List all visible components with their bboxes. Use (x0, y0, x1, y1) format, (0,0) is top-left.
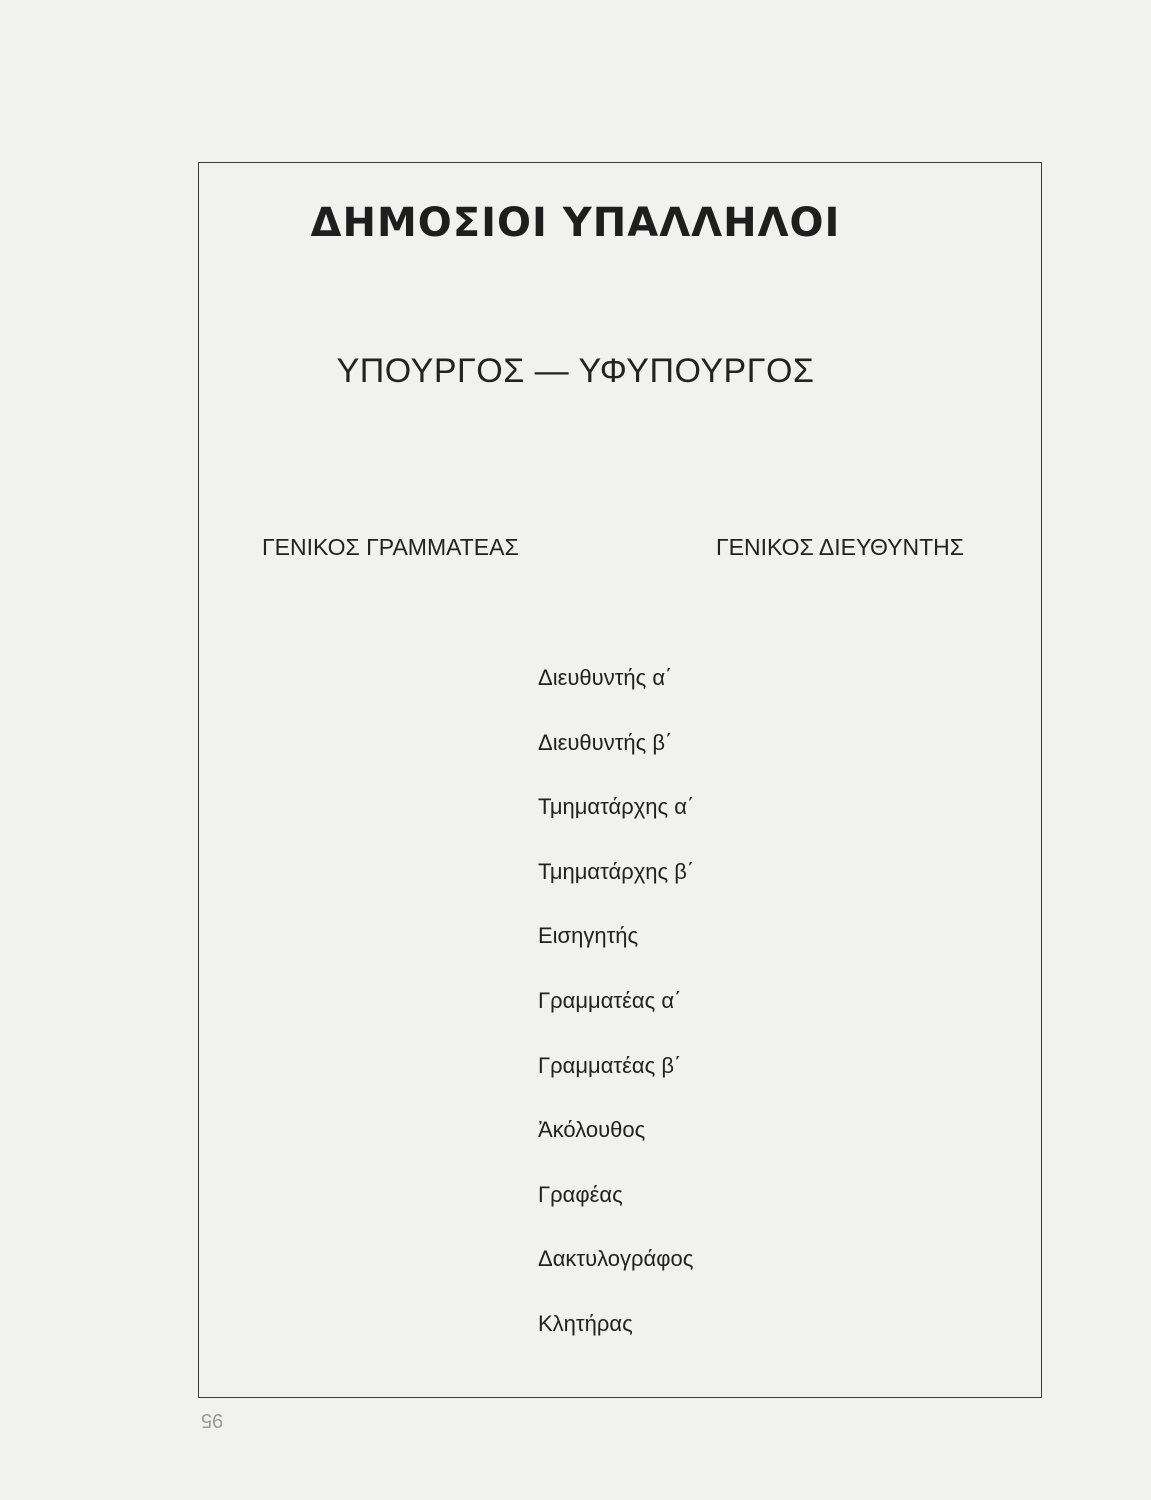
rank-item: Γραφέας (538, 1181, 623, 1207)
rank-item: Δακτυλογράφος (538, 1246, 694, 1272)
rank-item: Εισηγητής (538, 923, 639, 949)
rank-item: Τμηματάρχης α΄ (538, 794, 695, 820)
minister-heading: ΥΠΟΥΡΓΟΣ — ΥΦΥΠΟΥΡΓΟΣ (336, 352, 815, 390)
rank-item: Διευθυντής β΄ (538, 729, 673, 755)
rank-item: Γραμματέας α΄ (538, 987, 682, 1013)
rank-item: Ἀκόλουθος (538, 1117, 646, 1143)
page-title: ΔΗΜΟΣΙΟΙ ΥΠΑΛΛΗΛΟΙ (310, 200, 841, 246)
page-number: 95 (201, 1409, 224, 1431)
rank-list (538, 664, 694, 1375)
rank-item: Κλητήρας (538, 1310, 633, 1336)
rank-item: Διευθυντής α΄ (538, 665, 673, 690)
general-secretary-label: ΓΕΝΙΚΟΣ ΓΡΑΜΜΑΤΕΑΣ (262, 534, 519, 560)
rank-item: Γραμματέας β΄ (538, 1052, 682, 1078)
rank-item: Τμηματάρχης β΄ (538, 858, 695, 884)
general-director-label: ΓΕΝΙΚΟΣ ΔΙΕΥΘΥΝΤΗΣ (716, 534, 964, 560)
